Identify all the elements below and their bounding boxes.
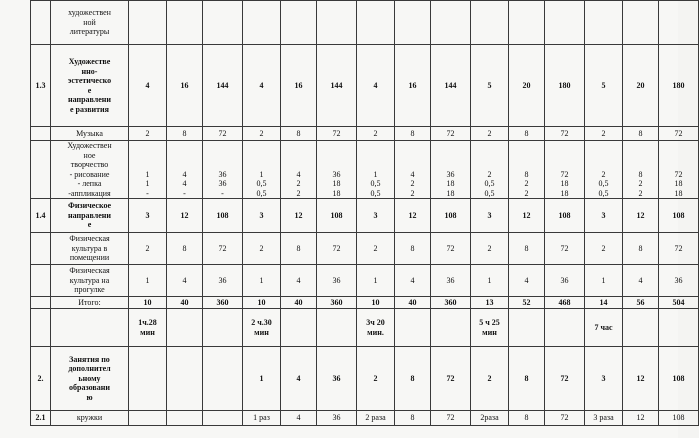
row-number: 2. [31,347,51,411]
row-name [51,309,129,347]
table-cell: 36 [317,265,357,297]
table-cell: 4 2 2 [281,141,317,199]
table-cell: 8 [509,347,545,411]
table-cell: 108 [659,347,699,411]
table-cell: 3 [585,199,623,233]
table-cell: 1 [471,265,509,297]
row-number [31,265,51,297]
table-cell: 14 [585,297,623,309]
table-cell [167,347,203,411]
table-cell: 13 [471,297,509,309]
table-cell: 2раза [471,411,509,426]
table-cell: 56 [623,297,659,309]
table-cell: 72 [203,127,243,141]
table-cell: 4 [281,411,317,426]
table-cell [659,1,699,45]
table-cell: 2 [129,233,167,265]
table-cell: 2 ч.30 мин [243,309,281,347]
table-cell: 4 4 - [167,141,203,199]
table-cell [129,347,167,411]
table-cell: 2 [243,127,281,141]
table-cell: 2 [585,233,623,265]
table-cell: 72 18 18 [659,141,699,199]
table-cell: 72 [545,347,585,411]
table-cell: 5 [471,45,509,127]
table-cell: 1 0,5 0,5 [357,141,395,199]
table-cell: 36 [545,265,585,297]
table-cell [129,1,167,45]
table-cell: 108 [431,199,471,233]
table-cell: 3ч 20 мин. [357,309,395,347]
table-cell: 108 [203,199,243,233]
table-cell: 3 [471,199,509,233]
table-cell: 72 [431,347,471,411]
table-cell: 4 [281,265,317,297]
table-row [31,1,699,45]
table-cell: 4 [167,265,203,297]
table-cell: 36 [203,265,243,297]
table-cell [623,1,659,45]
table-cell: 144 [431,45,471,127]
table-cell: 12 [167,199,203,233]
table-row [31,45,699,127]
row-name: Физическая культура на прогулке [51,265,129,297]
table-cell: 8 [395,347,431,411]
table-cell [623,309,659,347]
table-cell: 72 [203,233,243,265]
table-cell [545,309,585,347]
table-cell: 72 [545,233,585,265]
table-cell: 12 [509,199,545,233]
table-cell: 1 [243,265,281,297]
table-cell: 36 18 18 [317,141,357,199]
row-number: 1.3 [31,45,51,127]
table-cell: 360 [317,297,357,309]
table-cell: 108 [545,199,585,233]
table-cell: 2 [357,347,395,411]
row-number [31,233,51,265]
table-cell: 108 [659,199,699,233]
table-cell: 1 [585,265,623,297]
table-cell: 36 [317,411,357,426]
table-cell: 10 [129,297,167,309]
table-cell [203,1,243,45]
table-cell [585,1,623,45]
table-cell: 1ч.28 мин [129,309,167,347]
table-cell: 4 [509,265,545,297]
table-row [31,309,699,347]
table-cell: 3 раза [585,411,623,426]
row-name: Физическая культура в помещении [51,233,129,265]
table-cell: 2 раза [357,411,395,426]
table-cell [317,309,357,347]
table-cell [659,309,699,347]
table-cell: 360 [431,297,471,309]
table-cell: 180 [545,45,585,127]
table-cell [281,1,317,45]
table-row [31,233,699,265]
table-cell: 144 [317,45,357,127]
table-cell [545,1,585,45]
table-cell: 72 18 18 [545,141,585,199]
table-cell [281,309,317,347]
table-row [31,347,699,411]
table-cell: 108 [317,199,357,233]
table-cell: 8 [623,127,659,141]
table-cell [431,1,471,45]
table-cell: 10 [357,297,395,309]
table-cell: 8 [281,127,317,141]
table-cell: 4 2 2 [395,141,431,199]
row-number [31,141,51,199]
table-cell: 2 [243,233,281,265]
table-cell: 2 [585,127,623,141]
table-cell: 20 [623,45,659,127]
table-cell: 8 [167,233,203,265]
table-cell [509,309,545,347]
table-cell: 52 [509,297,545,309]
row-name: Музыка [51,127,129,141]
table-row [31,265,699,297]
table-cell: 72 [317,233,357,265]
table-row [31,411,699,426]
table-cell: 504 [659,297,699,309]
table-cell [357,1,395,45]
table-cell: 1 [129,265,167,297]
table-cell: 8 [509,127,545,141]
table-cell: 4 [129,45,167,127]
table-cell: 36 [317,347,357,411]
table-cell: 12 [395,199,431,233]
table-cell: 40 [281,297,317,309]
table-cell: 8 [509,411,545,426]
row-number [31,1,51,45]
table-cell: 8 [167,127,203,141]
table-cell: 4 [281,347,317,411]
table-cell: 16 [281,45,317,127]
table-cell: 3 [243,199,281,233]
row-name: кружки [51,411,129,426]
table-cell [395,1,431,45]
table-cell: 144 [203,45,243,127]
table-cell: 12 [623,347,659,411]
table-cell [471,1,509,45]
row-name: Итого: [51,297,129,309]
table-cell: 36 18 18 [431,141,471,199]
table-cell: 3 [129,199,167,233]
table-cell: 7 час [585,309,623,347]
table-cell [317,1,357,45]
table-cell: 1 [243,347,281,411]
table-cell: 5 [585,45,623,127]
table-cell [203,411,243,426]
table-cell: 8 [509,233,545,265]
table-cell: 8 [281,233,317,265]
table-cell: 16 [395,45,431,127]
row-name: Художествен ное творчество - рисование - лепка -аппликация [51,141,129,199]
table-cell: 3 [585,347,623,411]
table-cell: 72 [431,411,471,426]
table-cell [431,309,471,347]
table-cell: 8 2 2 [623,141,659,199]
table-cell: 1 [357,265,395,297]
table-body [31,1,699,426]
table-cell [509,1,545,45]
table-cell: 1 0,5 0,5 [243,141,281,199]
table-cell: 2 [471,127,509,141]
table-row [31,297,699,309]
row-number: 2.1 [31,411,51,426]
table-cell: 20 [509,45,545,127]
table-cell: 4 [623,265,659,297]
table-cell: 8 2 2 [509,141,545,199]
table-cell: 72 [431,233,471,265]
table-row [31,141,699,199]
table-cell: 10 [243,297,281,309]
curriculum-table [30,0,699,426]
table-cell: 1 раз [243,411,281,426]
table-cell: 72 [545,127,585,141]
table-cell: 72 [317,127,357,141]
row-name: художествен ной литературы [51,1,129,45]
table-cell: 2 0,5 0,5 [471,141,509,199]
table-cell [167,309,203,347]
table-cell [243,1,281,45]
table-row [31,199,699,233]
table-cell [167,1,203,45]
table-cell: 2 [471,347,509,411]
row-number: 1.4 [31,199,51,233]
table-cell: 40 [395,297,431,309]
table-cell: 72 [659,233,699,265]
row-name: Физическое направлени е [51,199,129,233]
table-cell: 2 [471,233,509,265]
table-cell: 12 [623,199,659,233]
table-cell: 36 [431,265,471,297]
row-number [31,309,51,347]
table-cell: 8 [623,233,659,265]
row-name: Занятия по дополнител ьному образовани ю [51,347,129,411]
row-number [31,297,51,309]
table-cell [203,347,243,411]
table-cell: 36 36 - [203,141,243,199]
table-cell: 12 [281,199,317,233]
table-cell: 2 [129,127,167,141]
table-cell: 5 ч 25 мин [471,309,509,347]
table-cell: 4 [357,45,395,127]
table-cell: 2 [357,127,395,141]
table-cell: 4 [243,45,281,127]
row-name: Художестве нно- эстетическо е направлени е развития [51,45,129,127]
table-cell: 36 [659,265,699,297]
table-cell: 360 [203,297,243,309]
table-cell: 1 1 - [129,141,167,199]
table-cell: 8 [395,233,431,265]
table-cell: 468 [545,297,585,309]
table-cell: 108 [659,411,699,426]
table-cell: 16 [167,45,203,127]
table-cell: 72 [659,127,699,141]
table-cell: 8 [395,127,431,141]
table-cell [129,411,167,426]
table-cell: 72 [431,127,471,141]
table-cell: 72 [545,411,585,426]
table-cell: 8 [395,411,431,426]
table-cell [203,309,243,347]
table-cell: 12 [623,411,659,426]
table-cell: 40 [167,297,203,309]
table-cell [395,309,431,347]
row-number [31,127,51,141]
table-cell: 3 [357,199,395,233]
table-row [31,127,699,141]
table-cell: 2 [357,233,395,265]
table-cell: 4 [395,265,431,297]
table-cell [167,411,203,426]
table-cell: 180 [659,45,699,127]
table-cell: 2 0,5 0,5 [585,141,623,199]
